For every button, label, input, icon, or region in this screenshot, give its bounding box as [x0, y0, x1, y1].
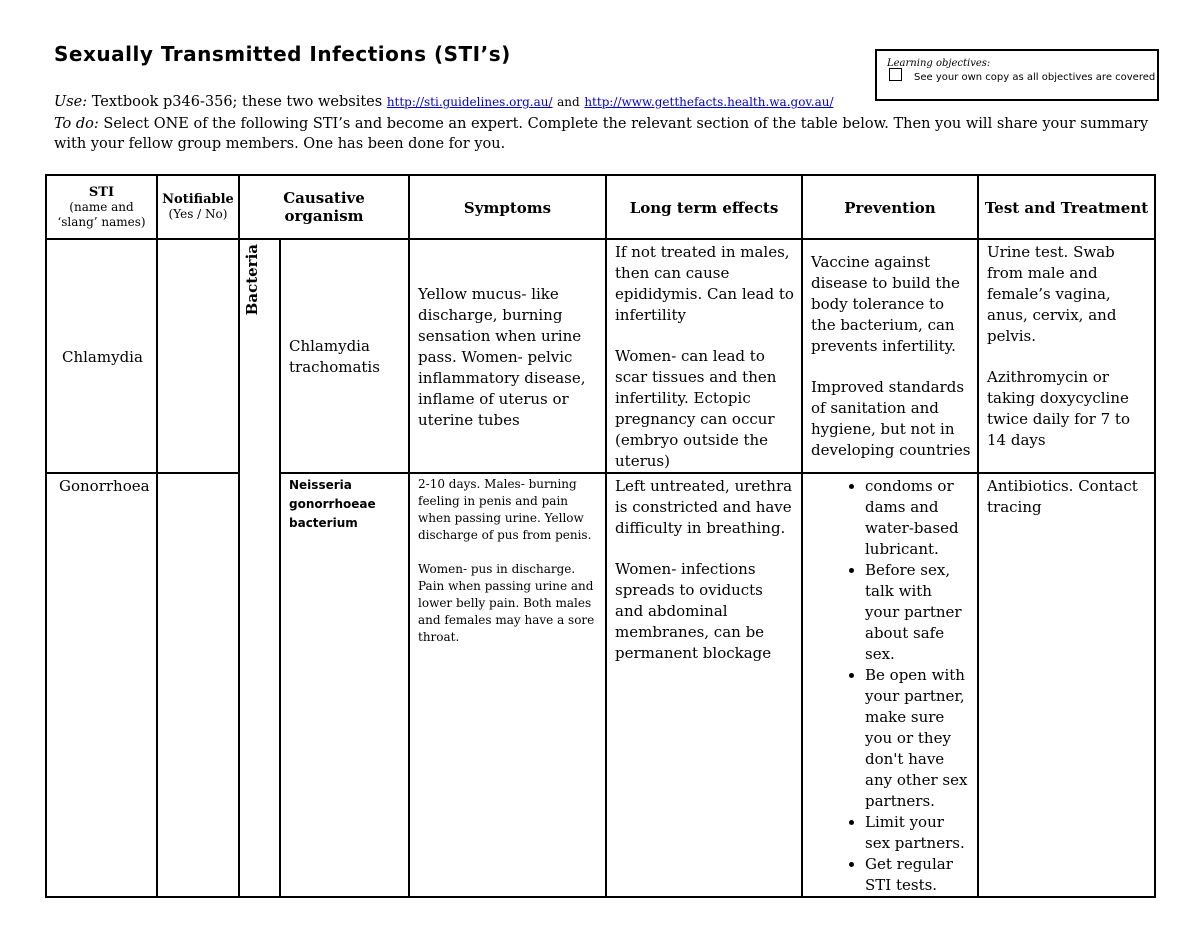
todo-block: [54, 114, 1154, 154]
checkbox-icon[interactable]: [889, 68, 902, 81]
header-test-treatment: Test and Treatment: [978, 175, 1155, 239]
page-title: Sexually Transmitted Infections (STI’s): [54, 42, 511, 66]
group-label: Bacteria: [243, 244, 261, 316]
use-label: Use:: [54, 94, 88, 110]
long-term-cell: If not treated in males, then can cause epididymis. Can lead to infertility Women- can lead to scar tissues and then infertility. Ectopic pregnancy can occur (embryo outside the uterus): [606, 239, 802, 473]
header-symptoms: Symptoms: [409, 175, 606, 239]
prevention-cell: Vaccine against disease to build the body tolerance to the bacterium, can prevents infertility. Improved standards of sanitation and hygiene, but not in developing countries: [802, 239, 978, 473]
symptoms-cell: Yellow mucus- like discharge, burning sensation when urine pass. Women- pelvic inflammatory disease, inflame of uterus or uterine tubes: [409, 239, 606, 473]
causative-organism: Chlamydia trachomatis: [280, 239, 409, 473]
group-cell: [239, 239, 280, 897]
test-treatment-cell: Antibiotics. Contact tracing: [978, 473, 1155, 897]
list-item: • Be open with your partner, make sure you or they don't have any other sex partners.: [865, 665, 971, 812]
list-item: • condoms or dams and water-based lubricant.: [865, 476, 971, 560]
todo-text-line1: Select ONE of the following STI’s and become an expert. Complete the relevant section of the table below. Then you will share your summary: [103, 116, 1149, 132]
header-causative-organism: Causative organism: [239, 175, 409, 239]
header-row: [46, 175, 1155, 239]
sti-name: Chlamydia: [46, 239, 157, 473]
test-treatment-cell: Urine test. Swab from male and female’s vagina, anus, cervix, and pelvis. Azithromycin or taking doxycycline twice daily for 7 to 14 days: [978, 239, 1155, 473]
prevention-list: [803, 476, 971, 896]
list-item: • Get regular STI tests.: [865, 854, 971, 896]
getthefacts-link[interactable]: http://www.getthefacts.health.wa.gov.au/: [584, 95, 834, 109]
causative-organism: Neisseria gonorrhoeae bacterium: [280, 473, 409, 897]
table-row: [46, 473, 1155, 897]
list-item: • Before sex, talk with your partner about safe sex.: [865, 560, 971, 665]
sti-guidelines-link[interactable]: http://sti.guidelines.org.au/: [386, 95, 553, 109]
learning-objectives-box: [875, 49, 1159, 101]
todo-label: To do:: [54, 116, 99, 132]
notifiable-cell[interactable]: [157, 473, 239, 897]
learning-objectives-heading: Learning objectives:: [887, 58, 991, 69]
table-row: [46, 239, 1155, 473]
prevention-cell: [802, 473, 978, 897]
todo-text-line2: with your fellow group members. One has been done for you.: [54, 136, 506, 152]
and-text: and: [557, 95, 580, 109]
sti-table: [45, 174, 1156, 898]
notifiable-cell[interactable]: [157, 239, 239, 473]
header-notifiable: Notifiable (Yes / No): [157, 175, 239, 239]
list-item: • Limit your sex partners.: [865, 812, 971, 854]
header-long-term-effects: Long term effects: [606, 175, 802, 239]
long-term-cell: Left untreated, urethra is constricted and have difficulty in breathing. Women- infections spreads to oviducts and abdominal membranes, can be permanent blockage: [606, 473, 802, 897]
learning-objectives-text: See your own copy as all objectives are covered: [914, 72, 1156, 83]
use-text: Textbook p346-356; these two websites: [91, 94, 383, 110]
use-line: [54, 92, 834, 112]
sti-name: Gonorrhoea: [46, 473, 157, 897]
header-sti: STI (name and ‘slang’ names): [46, 175, 157, 239]
symptoms-cell: 2-10 days. Males- burning feeling in penis and pain when passing urine. Yellow discharge of pus from penis. Women- pus in discharge. Pain when passing urine and lower belly pain. Both males and females may have a sore throat.: [409, 473, 606, 897]
header-prevention: Prevention: [802, 175, 978, 239]
